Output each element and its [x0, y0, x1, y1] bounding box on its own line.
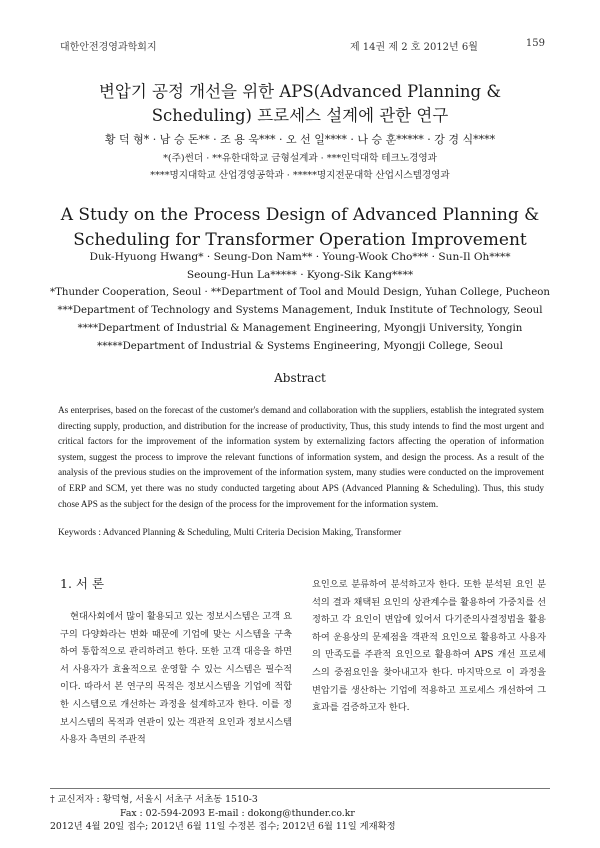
- running-header: [60, 38, 545, 53]
- journal-name: 대한안전경영과학회지: [60, 42, 157, 53]
- body-column-right: [312, 576, 546, 717]
- footnote-contact: Fax : 02-594-2093 E-mail : dokong@thunder.co.kr: [120, 807, 355, 819]
- korean-affiliation: *(주)썬더 · **유한대학교 금형설계과 · ***인덕대학 테크노경영과: [163, 153, 437, 164]
- footnote-dates: 2012년 4월 20일 접수; 2012년 6월 11일 수정본 접수; 2012년 6월 11일 게재확정: [50, 821, 396, 832]
- korean-affiliation: ****명지대학교 산업경영공학과 · *****명지전문대학 산업시스템경영과: [150, 170, 450, 181]
- body-paragraph: 현대사회에서 많이 활용되고 있는 정보시스템은 고객 요구의 다양화라는 변화 때문에 기업에 맞는 시스템을 구축하여 통합적으로 관리하려고 한다. 또한 고객 대응을 하면서 사용자가 효율적으로 운영할 수 있는 시스템은 필수적이다. 따라서 본 연구의 목적은 정보시스템을 기업에 적합한 시스템으로 개선하는 과정을 설계하고자 한다. 이를 정보시스템의 목적과 연관이 있는 객관적 요인과 정보시스템 사용자 측면의 주관적: [60, 611, 292, 746]
- korean-authors: 황 덕 형* · 남 승 돈** · 조 용 욱*** · 오 선 일**** · 나 승 훈***** · 강 경 식****: [104, 133, 496, 146]
- english-affiliation: *****Department of Industrial & Systems Engineering, Myongji College, Seoul: [97, 341, 503, 352]
- keywords: Keywords : Advanced Planning & Scheduling, Multi Criteria Decision Making, Transformer: [58, 528, 402, 538]
- korean-title-line: Scheduling) 프로세스 설계에 관한 연구: [151, 106, 449, 125]
- english-affiliation: ***Department of Technology and Systems Management, Induk Institute of Technology, Seoul: [57, 305, 543, 316]
- english-title-line: Scheduling for Transformer Operation Improvement: [73, 230, 527, 250]
- korean-title: [50, 80, 550, 128]
- section-heading: 1. 서 론: [60, 576, 105, 591]
- english-affiliation: ****Department of Industrial & Management Engineering, Myongji University, Yongin: [77, 323, 523, 334]
- footnote: [50, 788, 550, 834]
- abstract-heading: Abstract: [274, 371, 326, 385]
- english-title: [40, 203, 560, 253]
- footnote-author: † 교신저자 : 황덕형, 서울시 서초구 서초동 1510-3: [50, 794, 258, 805]
- abstract-text: As enterprises, based on the forecast of the customer's demand and collaboration with the suppliers, establish the integrated system directing supply, production, and distribution for the increase of productivity, Thus, this study intends to find the most urgent and critical factors for the improvement of the information system by externalizing factors affecting the operation of information system, suggest the process to improve the relevant functions of information system, and design the process. As a result of the analysis of the previous studies on the improvement of the information system, many studies were conducted on the improvement of ERP and SCM, yet there was no study conducted targeting about APS (Advanced Planning & Scheduling). Thus, this study chose APS as the subject for the design of the process for the improvement for the information system.: [58, 406, 544, 510]
- body-paragraph: 요인으로 분류하여 분석하고자 한다. 또한 분석된 요인 분석의 결과 채택된 요인의 상관계수를 활용하여 가중치를 선정하고 각 요인이 변압에 있어서 다기준의사결정법을 활용하여 운용상의 문제점을 객관적 요인으로 활용하고 사용자의 만족도를 주관적 요인으로 활용하여 APS 개선 프로세스의 중점요인을 찾아내고자 한다. 마지막으로 이 과정을 변압기를 생산하는 기업에 적용하고 프로세스 개선하여 그 효과를 검증하고자 한다.: [312, 579, 546, 714]
- english-authors: Seoung-Hun La***** · Kyong-Sik Kang****: [186, 269, 414, 281]
- issue-info: 제 14권 제 2 호 2012년 6월: [349, 42, 478, 53]
- english-affiliation: *Thunder Cooperation, Seoul · **Department of Tool and Mould Design, Yuhan College, Pucheon: [50, 287, 550, 298]
- body-column-left: [60, 608, 292, 749]
- page-number: 159: [525, 38, 545, 49]
- english-authors: Duk-Hyuong Hwang* · Seung-Don Nam** · Young-Wook Cho*** · Sun-Il Oh****: [89, 251, 511, 263]
- korean-title-line: 변압기 공정 개선을 위한 APS(Advanced Planning &: [98, 82, 502, 101]
- english-title-line: A Study on the Process Design of Advanced Planning &: [60, 205, 540, 225]
